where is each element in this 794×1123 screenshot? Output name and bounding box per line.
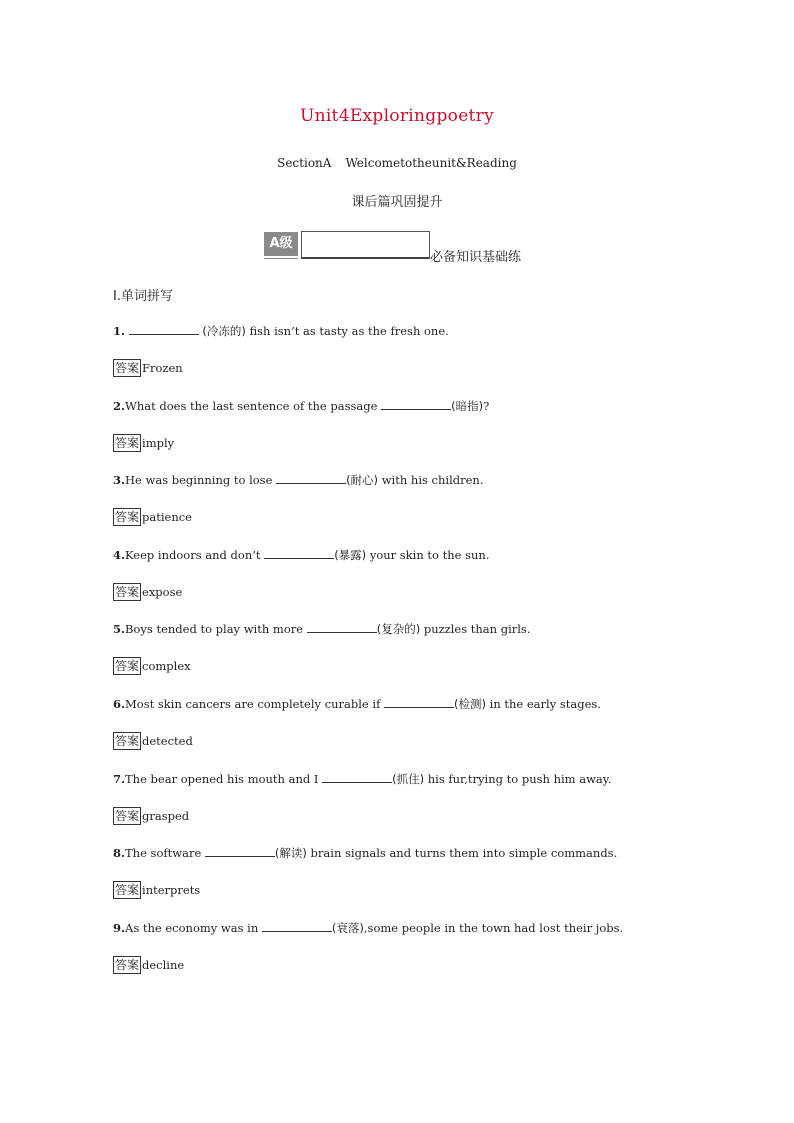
question-item: [113, 770, 673, 845]
question-text: [113, 844, 673, 881]
question-item: [113, 844, 673, 919]
question-after: ?: [483, 398, 490, 413]
level-label: 必备知识基础练: [430, 250, 522, 265]
question-before: Keep indoors and don’t: [125, 547, 265, 562]
answer-blank: [381, 398, 451, 410]
answer-text: grasped: [142, 808, 190, 823]
question-list: [113, 322, 673, 993]
question-hint: (耐心): [346, 473, 379, 488]
answer-label: 答案: [115, 584, 140, 599]
level-box: [301, 231, 430, 259]
answer-blank: [205, 845, 275, 857]
level-badge: A级: [264, 232, 298, 256]
question-number: 3.: [113, 473, 126, 488]
question-hint: (解读): [274, 846, 307, 861]
answer-label: 答案: [115, 733, 140, 748]
question-text: [113, 397, 673, 434]
question-item: [113, 546, 673, 621]
answer-text: detected: [142, 733, 193, 748]
answer-blank: [264, 547, 334, 559]
answer-label: 答案: [115, 510, 140, 525]
question-text: [113, 546, 673, 583]
question-item: [113, 695, 673, 770]
question-text: [113, 620, 673, 657]
part-title: Ⅰ.单词拼写: [113, 289, 173, 304]
answer-line: [113, 881, 673, 899]
subtitle-section: SectionA: [277, 156, 332, 170]
question-hint: (暗指): [451, 398, 484, 413]
question-number: 9.: [113, 920, 126, 935]
question-before: The software: [125, 846, 205, 861]
question-text: [113, 695, 673, 732]
question-hint: (冷冻的): [198, 324, 250, 338]
answer-text: expose: [142, 584, 183, 599]
question-after: with his children.: [378, 473, 484, 488]
question-item: [113, 322, 673, 397]
question-before: He was beginning to lose: [125, 473, 277, 488]
question-text: [113, 770, 673, 807]
answer-label: 答案: [115, 361, 140, 375]
answer-blank: [129, 323, 199, 335]
question-text: [113, 471, 673, 508]
answer-blank: [307, 621, 377, 633]
question-number: 1.: [113, 324, 126, 338]
question-item: [113, 919, 673, 994]
subtitle: [0, 156, 794, 170]
question-number: 6.: [113, 696, 126, 711]
answer-label: 答案: [115, 435, 140, 450]
question-after: his fur,trying to push him away.: [424, 771, 612, 786]
answer-line: [113, 359, 673, 377]
question-item: [113, 620, 673, 695]
question-hint: (复杂的): [376, 622, 421, 637]
question-before: Most skin cancers are completely curable if: [125, 696, 384, 711]
answer-label: 答案: [115, 808, 140, 823]
question-number: 7.: [113, 771, 126, 786]
subtitle-topic: Welcometotheunit&Reading: [345, 156, 517, 170]
answer-line: [113, 434, 673, 452]
answer-line: [113, 956, 673, 974]
question-hint: (检测): [454, 696, 486, 711]
question-number: 2.: [113, 398, 126, 413]
answer-line: [113, 657, 673, 675]
page-title: Unit4Exploringpoetry: [299, 106, 495, 126]
question-after: brain signals and turns them into simple commands.: [306, 846, 618, 861]
question-after: your skin to the sun.: [366, 547, 490, 562]
question-text: [113, 919, 673, 956]
question-hint: (抓住): [392, 771, 425, 786]
answer-blank: [276, 472, 346, 484]
question-number: 4.: [113, 547, 126, 562]
question-text: [113, 322, 673, 359]
answer-line: [113, 508, 673, 526]
question-after: ,some people in the town had lost their jobs.: [363, 920, 624, 935]
answer-line: [113, 583, 673, 601]
question-item: [113, 471, 673, 546]
answer-text: interprets: [142, 883, 201, 898]
question-before: As the economy was in: [125, 920, 262, 935]
answer-blank: [384, 696, 454, 708]
exercise-heading: 课后篇巩固提升: [351, 195, 443, 210]
question-after: in the early stages.: [485, 696, 601, 711]
question-after: puzzles than girls.: [420, 622, 531, 637]
level-banner: [264, 230, 564, 265]
answer-text: imply: [142, 435, 175, 450]
question-item: [113, 397, 673, 472]
answer-label: 答案: [115, 659, 140, 674]
question-after: fish isn’t as tasty as the fresh one.: [249, 324, 449, 338]
answer-text: decline: [142, 957, 185, 972]
answer-blank: [322, 771, 392, 783]
question-number: 5.: [113, 622, 126, 637]
question-before: The bear opened his mouth and I: [125, 771, 323, 786]
question-hint: (衰落): [331, 920, 364, 935]
question-number: 8.: [113, 846, 126, 861]
answer-blank: [262, 920, 332, 932]
question-before: Boys tended to play with more: [125, 622, 307, 637]
question-hint: (暴露): [334, 547, 367, 562]
answer-text: complex: [142, 659, 191, 674]
answer-text: patience: [142, 510, 192, 525]
answer-label: 答案: [115, 957, 140, 972]
answer-line: [113, 807, 673, 825]
answer-label: 答案: [115, 883, 140, 898]
answer-line: [113, 732, 673, 750]
question-before: What does the last sentence of the passage: [125, 398, 382, 413]
answer-text: Frozen: [142, 361, 183, 375]
